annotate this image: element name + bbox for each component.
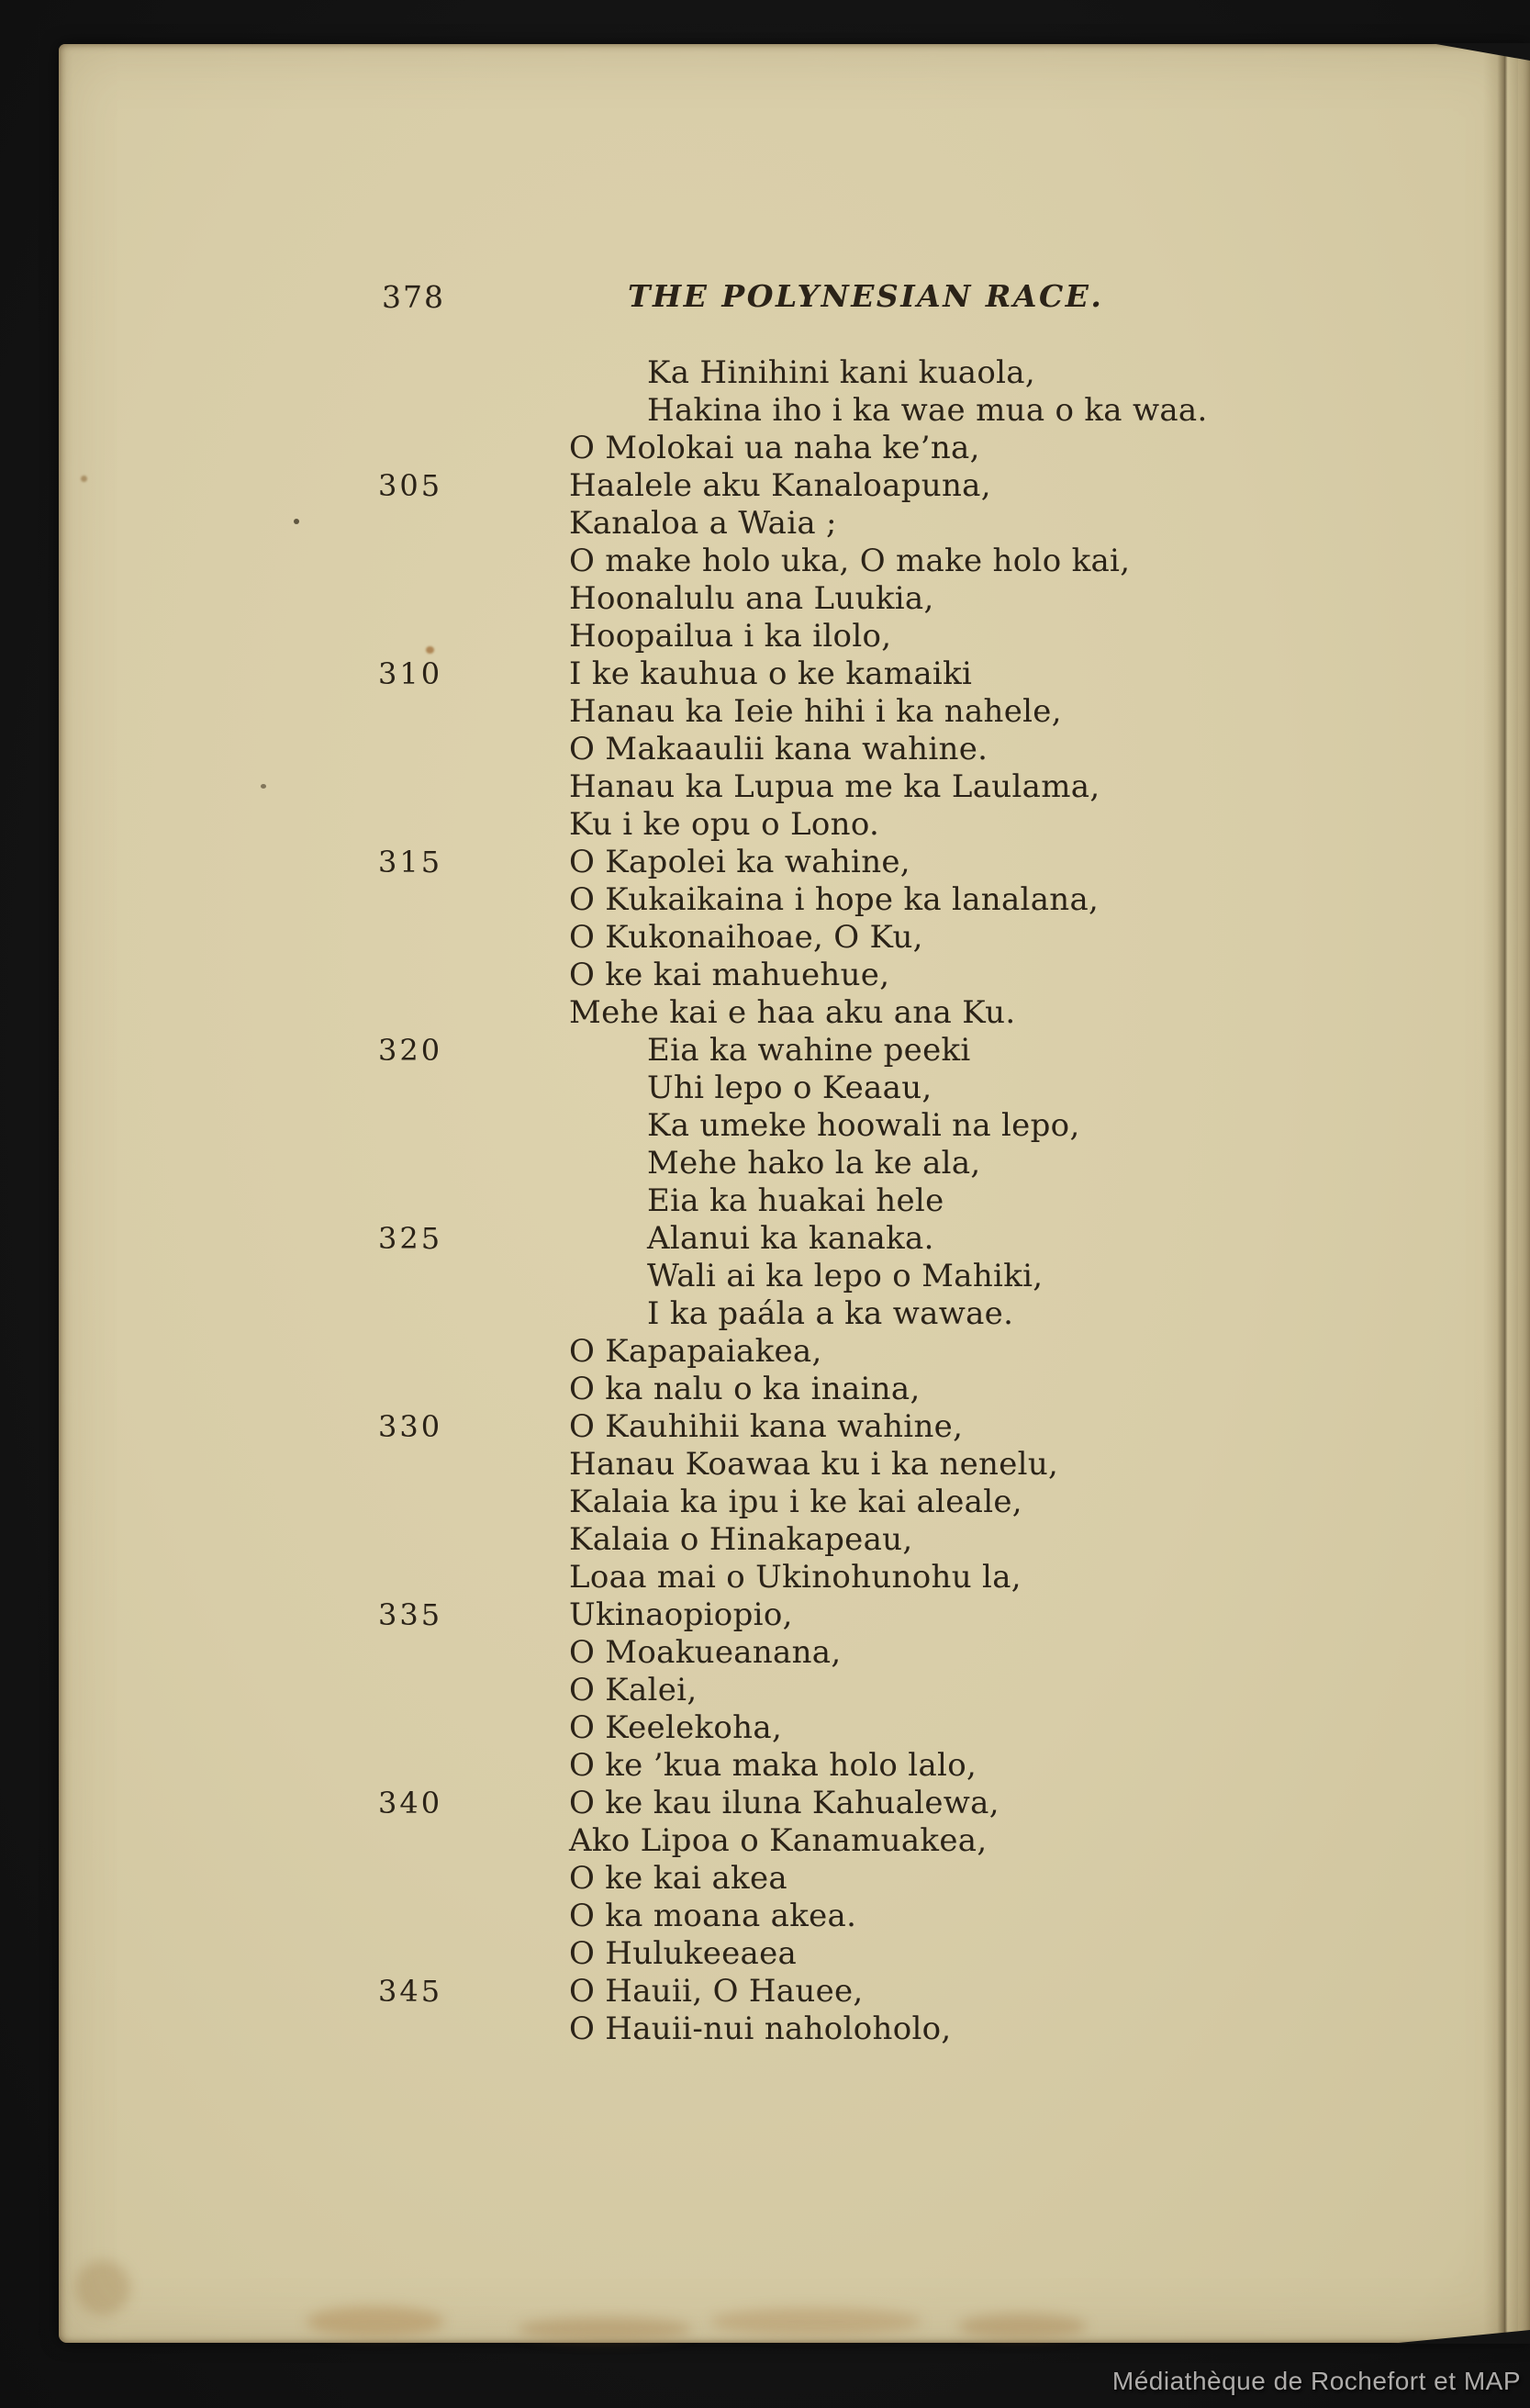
page-edge-shadow-top [1431,43,1530,61]
line-text: Loaa mai o Ukinohunohu la, [569,1559,1022,1596]
line-text: O Kauhihii kana wahine, [569,1408,964,1445]
line-text: O Hulukeeaea [569,1935,798,1972]
line-text: O Kalei, [569,1672,698,1708]
poem-line [378,655,1369,693]
line-text: Eia ka huakai hele [647,1182,944,1219]
poem-line [378,1860,1369,1898]
book-page [59,44,1530,2343]
line-text: Kalaia o Hinakapeau, [569,1521,913,1558]
poem-line [378,618,1369,655]
poem-line [378,693,1369,731]
poem-line [378,994,1369,1032]
line-text: O ka moana akea. [569,1898,857,1934]
poem-line [378,1484,1369,1521]
poem-line [378,919,1369,957]
line-text: O ka nalu o ka inaina, [569,1371,921,1407]
line-text: Haalele aku Kanaloapuna, [569,467,991,504]
line-text: O Hauii-nui naholoholo, [569,2010,952,2047]
poem-line [378,1521,1369,1559]
line-text: Hoonalulu ana Luukia, [569,580,934,617]
line-text: Hoopailua i ka ilolo, [569,618,892,655]
poem-line [378,1634,1369,1672]
paper-speck [81,476,87,482]
paper-speck [261,784,266,789]
line-text: Hanau ka Ieie hihi i ka nahele, [569,693,1062,730]
poem-line [378,1070,1369,1107]
poem-line [378,1258,1369,1295]
poem-line [378,467,1369,505]
poem-line [378,1295,1369,1333]
poem-line [378,1785,1369,1822]
line-text: O Kapapaiakea, [569,1333,822,1370]
line-text: Hanau ka Lupua me ka Laulama, [569,768,1100,805]
line-text: Ukinaopiopio, [569,1596,793,1633]
line-text: O Hauii, O Hauee, [569,1973,864,2010]
poem-line [378,881,1369,919]
page-number: 378 [382,279,445,315]
foxing-stain [307,2306,444,2337]
poem-line [378,1709,1369,1747]
poem-line [378,731,1369,768]
line-text: O Keelekoha, [569,1709,783,1746]
poem-line [378,768,1369,806]
poem-line [378,1032,1369,1070]
paper-speck [426,646,434,654]
poem-line [378,580,1369,618]
line-text: O Molokai ua naha ke’na, [569,430,980,466]
line-text: O make holo uka, O make holo kai, [569,543,1131,579]
line-number: 330 [378,1409,443,1444]
foxing-stain [710,2308,921,2335]
foxing-stain [958,2313,1087,2339]
line-text: O Makaaulii kana wahine. [569,731,988,767]
poem-line [378,1973,1369,2010]
poem-line [378,1446,1369,1484]
foxing-stain [518,2317,692,2341]
line-text: Eia ka wahine peeki [647,1032,971,1069]
line-text: O Moakueanana, [569,1634,842,1671]
paper-speck [294,519,299,524]
line-number: 315 [378,845,443,879]
poem-line [378,1559,1369,1596]
poem-line [378,1822,1369,1860]
line-text: O ke kai akea [569,1860,787,1897]
line-text: O ke ’kua maka holo lalo, [569,1747,977,1784]
gutter-crease [1483,44,1518,2343]
line-number: 325 [378,1221,443,1256]
line-text: I ka paála a ka wawae. [647,1295,1014,1332]
adjacent-page-edge [1518,44,1530,2343]
line-text: Mehe kai e haa aku ana Ku. [569,994,1016,1031]
poem-text-block [378,354,1369,2048]
poem-line [378,1371,1369,1408]
poem-line [378,1145,1369,1182]
line-text: Uhi lepo o Keaau, [647,1070,933,1106]
line-text: O Kapolei ka wahine, [569,844,910,880]
poem-line [378,430,1369,467]
line-text: Mehe hako la ke ala, [647,1145,981,1182]
poem-line [378,1596,1369,1634]
line-text: O Kukonaihoae, O Ku, [569,919,923,956]
line-text: Ka Hinihini kani kuaola, [647,354,1035,391]
line-text: Hakina iho i ka wae mua o ka waa. [647,392,1208,429]
poem-line [378,1672,1369,1709]
poem-line [378,1107,1369,1145]
poem-line [378,1220,1369,1258]
foxing-stain [75,2260,130,2315]
poem-line [378,957,1369,994]
poem-line [378,1408,1369,1446]
poem-line [378,392,1369,430]
running-header: THE POLYNESIAN RACE. [628,278,1104,314]
line-number: 305 [378,468,443,503]
poem-line [378,1182,1369,1220]
line-text: O Kukaikaina i hope ka lanalana, [569,881,1100,918]
line-text: O ke kai mahuehue, [569,957,890,993]
line-text: Kanaloa a Waia ; [569,505,837,542]
poem-line [378,2010,1369,2048]
line-number: 335 [378,1597,443,1632]
line-text: Ako Lipoa o Kanamuakea, [569,1822,988,1859]
line-number: 310 [378,656,443,691]
line-text: Kalaia ka ipu i ke kai aleale, [569,1484,1022,1520]
line-text: Ka umeke hoowali na lepo, [647,1107,1080,1144]
line-text: Wali ai ka lepo o Mahiki, [647,1258,1044,1294]
poem-line [378,806,1369,844]
poem-line [378,844,1369,881]
line-text: Ku i ke opu o Lono. [569,806,880,843]
line-text: Hanau Koawaa ku i ka nenelu, [569,1446,1059,1483]
line-text: O ke kau iluna Kahualewa, [569,1785,1000,1821]
line-number: 320 [378,1033,443,1068]
poem-line [378,1747,1369,1785]
poem-line [378,505,1369,543]
poem-line [378,354,1369,392]
poem-line [378,1935,1369,1973]
line-text: Alanui ka kanaka. [647,1220,934,1257]
poem-line [378,543,1369,580]
line-text: I ke kauhua o ke kamaiki [569,655,973,692]
line-number: 340 [378,1786,443,1820]
line-number: 345 [378,1974,443,2009]
library-watermark: Médiathèque de Rochefort et MAP [1111,2367,1521,2395]
page-edge-shadow-bottom [1390,2330,1530,2344]
poem-line [378,1333,1369,1371]
poem-line [378,1898,1369,1935]
